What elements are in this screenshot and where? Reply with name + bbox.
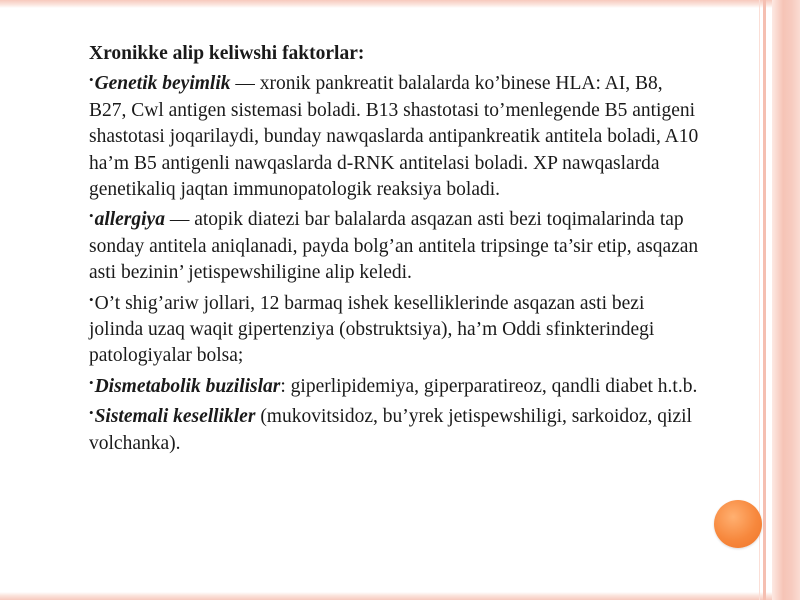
item-term: Sistemali kesellikler — [94, 406, 256, 428]
list-item-systemic — [89, 400, 701, 457]
list-item-allergy — [89, 203, 701, 286]
frame-top-border — [0, 0, 800, 8]
bullet-icon: • — [89, 405, 94, 421]
item-term: allergiya — [94, 209, 165, 231]
item-term: Genetik beyimlik — [94, 73, 231, 95]
slide-title: Xronikke alip keliwshi faktorlar: — [89, 43, 365, 64]
frame-right-line — [763, 0, 766, 600]
item-text: : giperlipidemiya, giperparatireoz, qandli diabet h.t.b. — [280, 375, 698, 397]
item-text: O’t shig’ariw jollari, 12 barmaq ishek keselliklerinde asqazan asti bezi jolinda uzaq waqit gipertenziya (obstruktsiya), ha’m Oddi sfinkterindegi patologiyalar bolsa; — [89, 292, 655, 367]
bullet-icon: • — [89, 208, 94, 224]
frame-bottom-border — [0, 592, 800, 600]
item-text: — xronik pankreatit balalarda ko’binese HLA: AI, B8, B27, Cwl antigen sistemasi boladi. B13 shastotasi to’menlegende B5 antigeni shastotasi joqarilaydi, bunday nawqaslarda antipankreatik antitela boladi, A10 ha’m B5 antigenli nawqaslarda d-RNK antitelasi boladi. XP nawqaslarda genetikaliq jaqtan immunopatologik reaksiya boladi. — [89, 73, 699, 201]
list-item-genetic — [89, 67, 701, 203]
item-text: (mukovitsidoz, bu’yrek jetispewshiligi, sarkoidoz, qizil volchanka). — [89, 406, 692, 454]
list-item-dysmetabolic — [89, 370, 701, 400]
list-item-bile-ducts — [89, 287, 701, 370]
orange-circle-decoration — [714, 500, 762, 548]
item-term: Dismetabolik buzilislar — [94, 375, 281, 397]
bullet-icon: • — [89, 72, 94, 88]
bullet-icon: • — [89, 291, 94, 307]
bullet-icon: • — [89, 374, 94, 390]
frame-right-thin-line — [759, 0, 760, 600]
item-text: — atopik diatezi bar balalarda asqazan asti bezi toqimalarinda tap sonday antitela aniqlanadi, payda bolg’an antitela tripsinge ta’sir etip, asqazan asti bezinin’ jetispewshiligine alip keledi. — [89, 209, 699, 284]
frame-right-band — [772, 0, 800, 600]
slide-content — [89, 41, 701, 457]
